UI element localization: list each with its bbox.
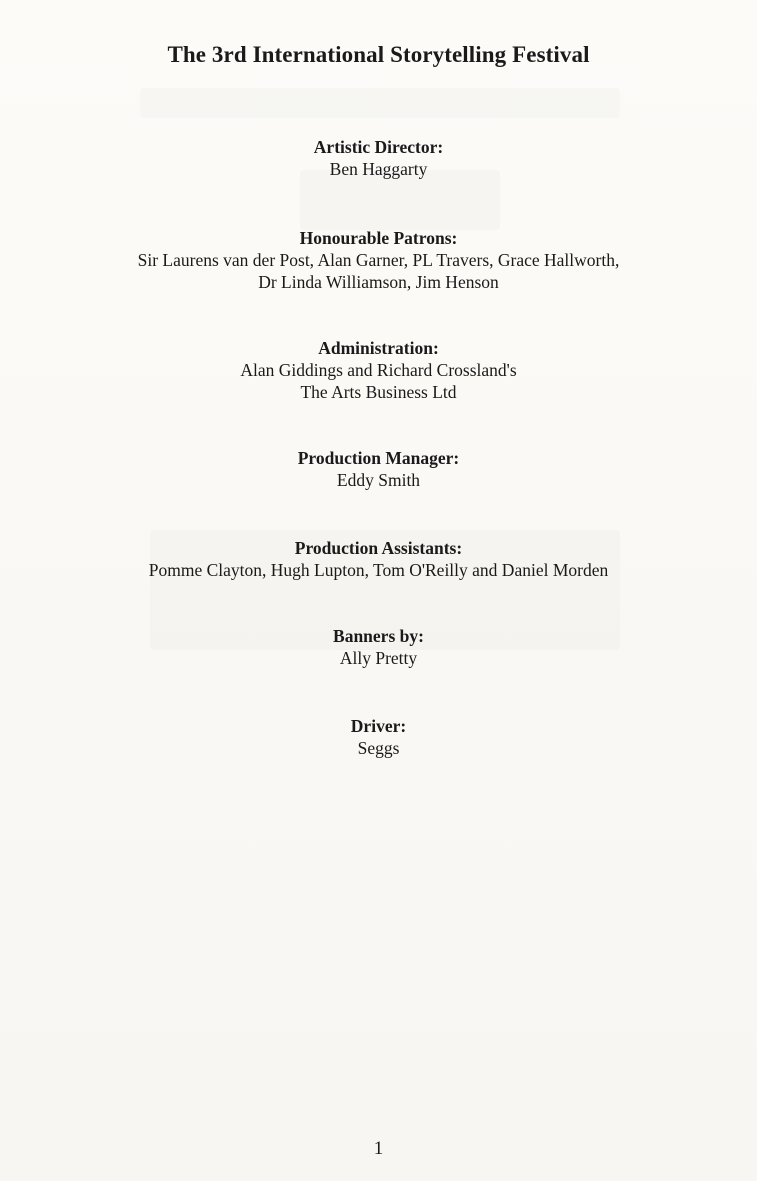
section-heading: Banners by: bbox=[333, 626, 424, 646]
page-title: The 3rd International Storytelling Festival bbox=[167, 42, 590, 67]
section-line: The Arts Business Ltd bbox=[300, 382, 457, 402]
section-line: Ben Haggarty bbox=[329, 159, 428, 179]
section-driver bbox=[0, 715, 757, 759]
show-through-artifact bbox=[140, 88, 620, 118]
section-heading: Honourable Patrons: bbox=[299, 228, 458, 248]
section-heading: Administration: bbox=[318, 338, 439, 358]
section-line: Ally Pretty bbox=[339, 648, 418, 668]
section-artistic-director bbox=[0, 136, 757, 180]
section-line: Eddy Smith bbox=[336, 470, 421, 490]
section-honourable-patrons bbox=[0, 227, 757, 293]
section-heading: Production Manager: bbox=[297, 448, 460, 468]
section-production-assistants bbox=[0, 537, 757, 581]
page-number: 1 bbox=[373, 1138, 384, 1159]
section-production-manager bbox=[0, 447, 757, 491]
section-line: Sir Laurens van der Post, Alan Garner, PL Travers, Grace Hallworth, bbox=[137, 250, 620, 270]
section-banners-by bbox=[0, 625, 757, 669]
section-heading: Driver: bbox=[350, 716, 407, 736]
section-line: Dr Linda Williamson, Jim Henson bbox=[258, 272, 499, 292]
section-line: Alan Giddings and Richard Crossland's bbox=[240, 360, 517, 380]
section-heading: Production Assistants: bbox=[294, 538, 463, 558]
section-administration bbox=[0, 337, 757, 403]
section-line: Seggs bbox=[357, 738, 400, 758]
section-heading: Artistic Director: bbox=[313, 137, 444, 157]
section-line: Pomme Clayton, Hugh Lupton, Tom O'Reilly and Daniel Morden bbox=[148, 560, 609, 580]
